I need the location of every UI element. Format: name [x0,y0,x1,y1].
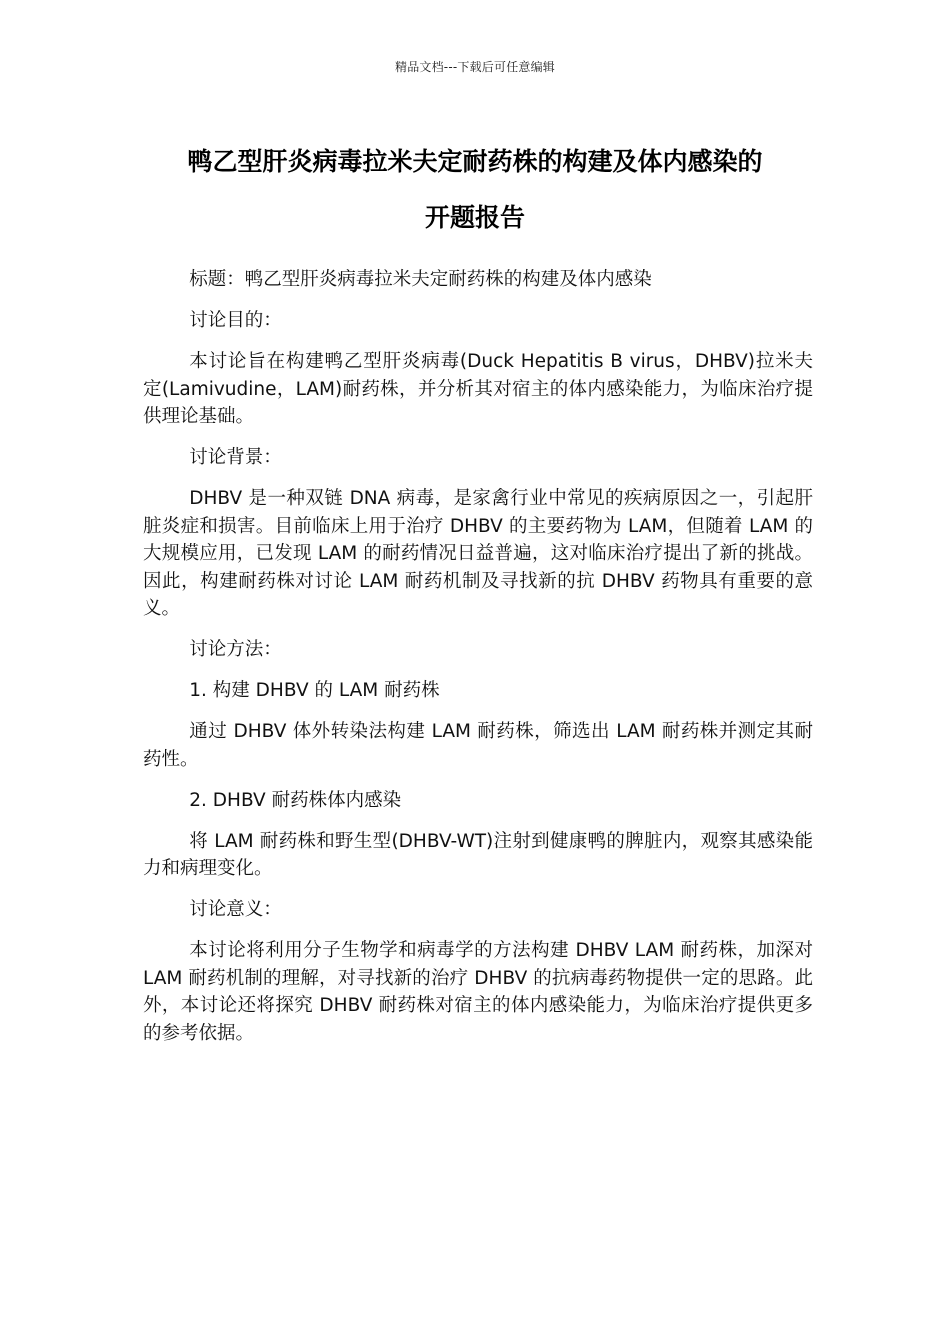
method-item-1-paragraph: 通过 DHBV 体外转染法构建 LAM 耐药株，筛选出 LAM 耐药株并测定其耐药性。 [143,721,813,770]
significance-paragraph: 本讨论将利用分子生物学和病毒学的方法构建 DHBV LAM 耐药株，加深对 LAM 耐药机制的理解，对寻找新的治疗 DHBV 的抗病毒药物提供一定的思路。此外，本讨论还将探究 DHBV 耐药株对宿主的体内感染能力，为临床治疗提供更多的参考依据。 [143,940,813,1044]
subject-line: 标题：鸭乙型肝炎病毒拉米夫定耐药株的构建及体内感染 [189,269,652,290]
title-line-1: 鸭乙型肝炎病毒拉米夫定耐药株的构建及体内感染的 [187,147,763,176]
method-item-2-paragraph: 将 LAM 耐药株和野生型(DHBV-WT)注射到健康鸭的脾脏内，观察其感染能力和病理变化。 [143,830,813,879]
background-paragraph: DHBV 是一种双链 DNA 病毒，是家禽行业中常见的疾病原因之一，引起肝脏炎症和损害。目前临床上用于治疗 DHBV 的主要药物为 LAM，但随着 LAM 的大规模应用，已发现 LAM 的耐药情况日益普遍，这对临床治疗提出了新的挑战。因此，构建耐药株对讨论 LAM 耐药机制及寻找新的抗 DHBV 药物具有重要的意义。 [143,488,813,619]
purpose-paragraph: 本讨论旨在构建鸭乙型肝炎病毒(Duck Hepatitis B virus，DHBV)拉米夫定(Lamivudine，LAM)耐药株，并分析其对宿主的体内感染能力，为临床治疗提供理论基础。 [143,351,813,427]
document-body [143,266,813,1061]
method-heading: 讨论方法： [189,639,282,660]
method-item-1-heading: 1. 构建 DHBV 的 LAM 耐药株 [189,680,440,701]
header-note: 精品文档---下载后可任意编辑 [395,60,555,74]
method-item-2-heading: 2. DHBV 耐药株体内感染 [189,789,402,811]
document-title [120,134,830,246]
purpose-heading: 讨论目的： [189,310,282,331]
title-line-2: 开题报告 [424,203,525,232]
significance-heading: 讨论意义： [189,899,282,920]
background-heading: 讨论背景： [189,447,282,468]
